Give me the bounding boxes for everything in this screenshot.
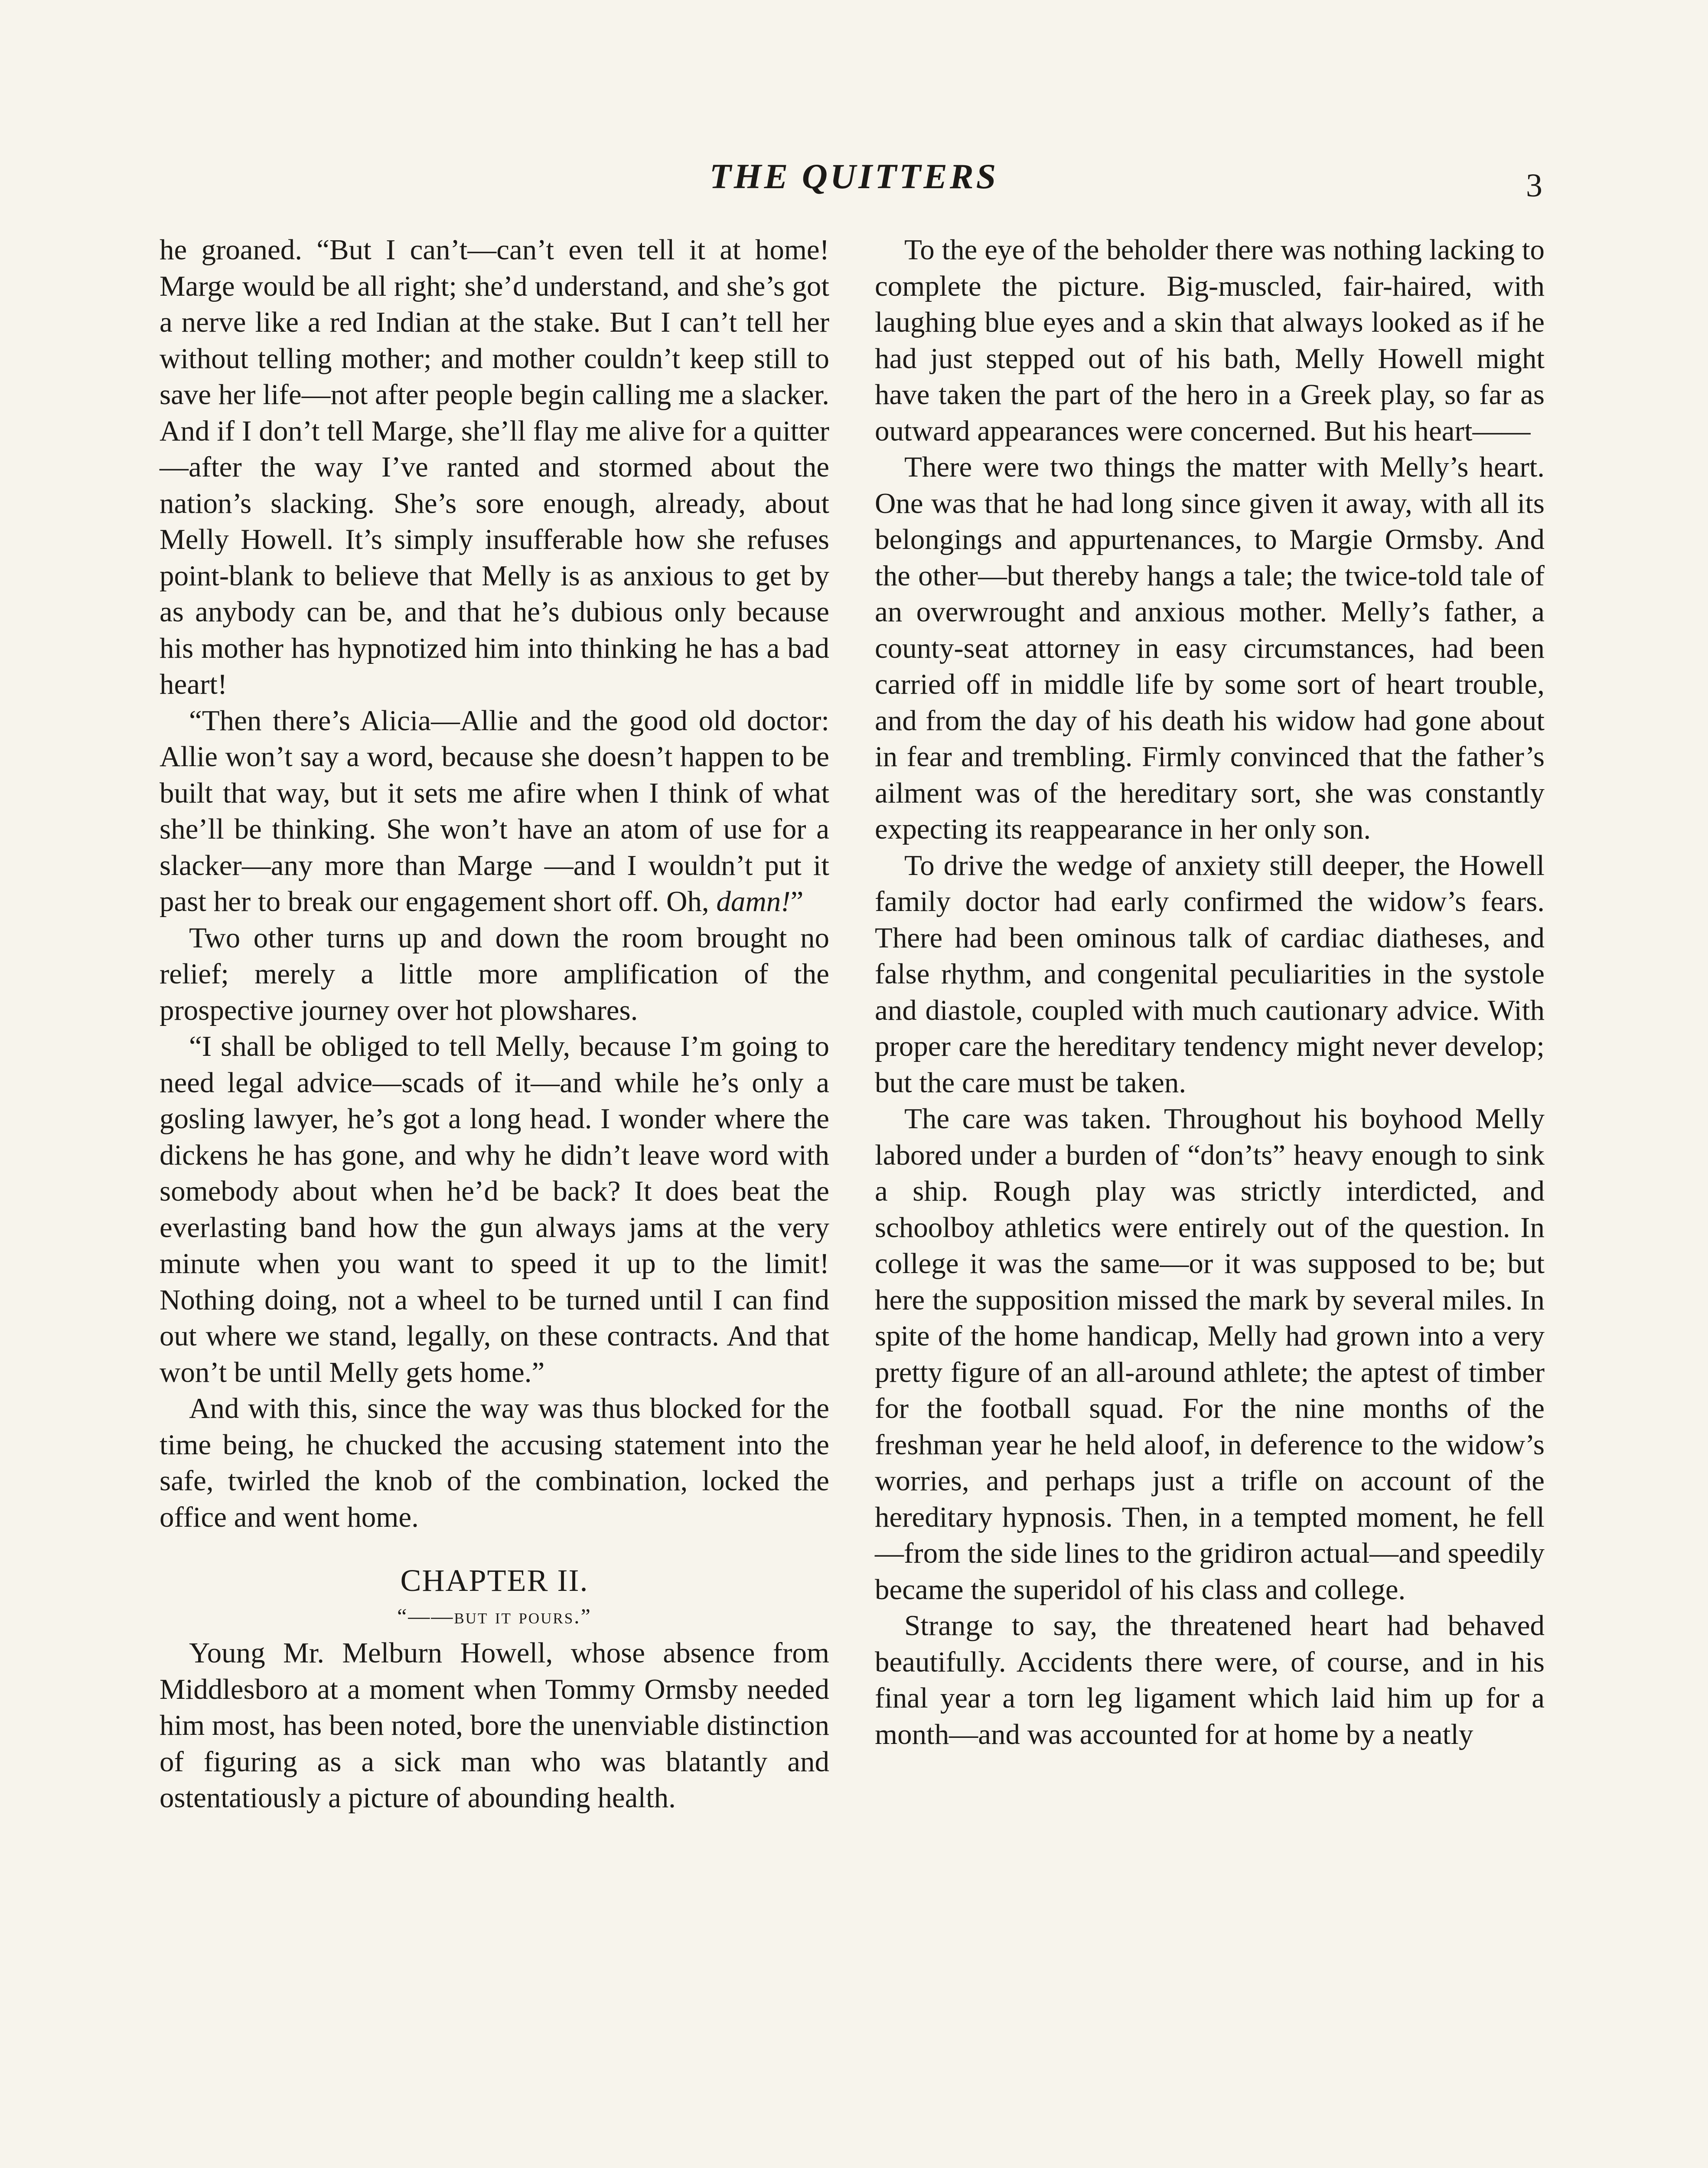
emphasis-text: damn!	[716, 885, 791, 917]
paragraph: There were two things the matter with Melly’s heart. One was that he had long since given it away, with all its belongings and appurtenances, to Margie Ormsby. And the other—but thereby hangs a tale; the twice-told tale of an overwrought and anxious mother. Melly’s father, a county-seat attorney in easy circumstances, had been carried off in middle life by some sort of heart trouble, and from the day of his death his widow had gone about in fear and trembling. Firmly convinced that the father’s ailment was of the hereditary sort, she was constantly expecting its reappearance in her only son.	[875, 451, 1545, 845]
paragraph: And with this, since the way was thus blocked for the time being, he chucked the accusing statement into the safe, twirled the knob of the combination, locked the office and went home.	[160, 1392, 829, 1533]
paragraph: he groaned. “But I can’t—can’t even tell it at home! Marge would be all right; she’d understand, and she’s got a nerve like a red Indian at the stake. But I can’t tell her without telling mother; and mother couldn’t keep still to save her life—not after people begin calling me a slacker. And if I don’t tell Marge, she’ll flay me alive for a quitter —after the way I’ve ranted and stormed about the nation’s slacking. She’s sore enough, already, about Melly Howell. It’s simply insufferable how she refuses point-blank to believe that Melly is as anxious to get by as anybody can be, and that he’s dubious only because his mother has hypnotized him into thinking he has a bad heart!	[160, 234, 829, 700]
chapter-title: CHAPTER II.	[400, 1563, 589, 1598]
paragraph-text: “Then there’s Alicia—Allie and the good old doctor: Allie won’t say a word, because she doesn’t happen to be built that way, but it sets me afire when I think of what she’ll be thinking. She won’t have an atom of use for a slacker—any more than Marge —and I wouldn’t put it past her to break our engagement short off. Oh,	[160, 704, 829, 917]
chapter-subtitle: “——but it pours.”	[397, 1604, 592, 1628]
paragraph-text: ”	[790, 885, 804, 917]
paragraph: Strange to say, the threatened heart had behaved beautifully. Accidents there were, of course, and in his final year a torn leg ligament which laid him up for a month—and was accounted for at home by a neatly	[875, 1610, 1545, 1750]
page-number: 3	[1526, 167, 1542, 204]
running-title: THE QUITTERS	[709, 157, 999, 196]
paragraph: The care was taken. Throughout his boyhood Melly labored under a burden of “don’ts” heavy enough to sink a ship. Rough play was strictly interdicted, and schoolboy athletics were entirely out of the question. In college it was the same—or it was supposed to be; but here the supposition missed the mark by several miles. In spite of the home handicap, Melly had grown into a very pretty figure of an all-around athlete; the aptest of timber for the football squad. For the nine months of the freshman year he held aloof, in deference to the widow’s worries, and perhaps just a trifle on account of the hereditary hypnosis. Then, in a tempted moment, he fell—from the side lines to the gridiron actual—and speedily became the superidol of his class and college.	[875, 1103, 1545, 1606]
paragraph: Two other turns up and down the room brought no relief; merely a little more amplification of the prospective journey over hot plowshares.	[160, 921, 829, 1026]
paragraph: Young Mr. Melburn Howell, whose absence from Middlesboro at a moment when Tommy Ormsby needed him most, has been noted, bore the unenviable distinction of figuring as a sick man who was blatantly and ostentatiously a picture of abounding health.	[160, 1637, 829, 1814]
paragraph	[160, 703, 829, 920]
paragraph: “I shall be obliged to tell Melly, because I’m going to need legal advice—scads of it—and while he’s only a gosling lawyer, he’s got a long head. I wonder where the dickens he has gone, and why he didn’t leave word with somebody about when he’d be back? It does beat the everlasting band how the gun always jams at the very minute when you want to speed it up to the limit! Nothing doing, not a wheel to be turned until I can find out where we stand, legally, on these contracts. And that won’t be until Melly gets home.”	[160, 1030, 829, 1388]
left-column	[160, 232, 829, 1816]
paragraph: To the eye of the beholder there was nothing lacking to complete the picture. Big-muscled, fair-haired, with laughing blue eyes and a skin that always looked as if he had just stepped out of his bath, Melly Howell might have taken the part of the hero in a Greek play, so far as outward appearances were concerned. But his heart——	[875, 234, 1545, 447]
right-column	[875, 232, 1545, 1753]
paragraph: To drive the wedge of anxiety still deeper, the Howell family doctor had early confirmed the widow’s fears. There had been ominous talk of cardiac diatheses, and false rhythm, and congenital peculiarities in the systole and diastole, coupled with much cautionary advice. With proper care the hereditary tendency might never develop; but the care must be taken.	[875, 849, 1545, 1099]
